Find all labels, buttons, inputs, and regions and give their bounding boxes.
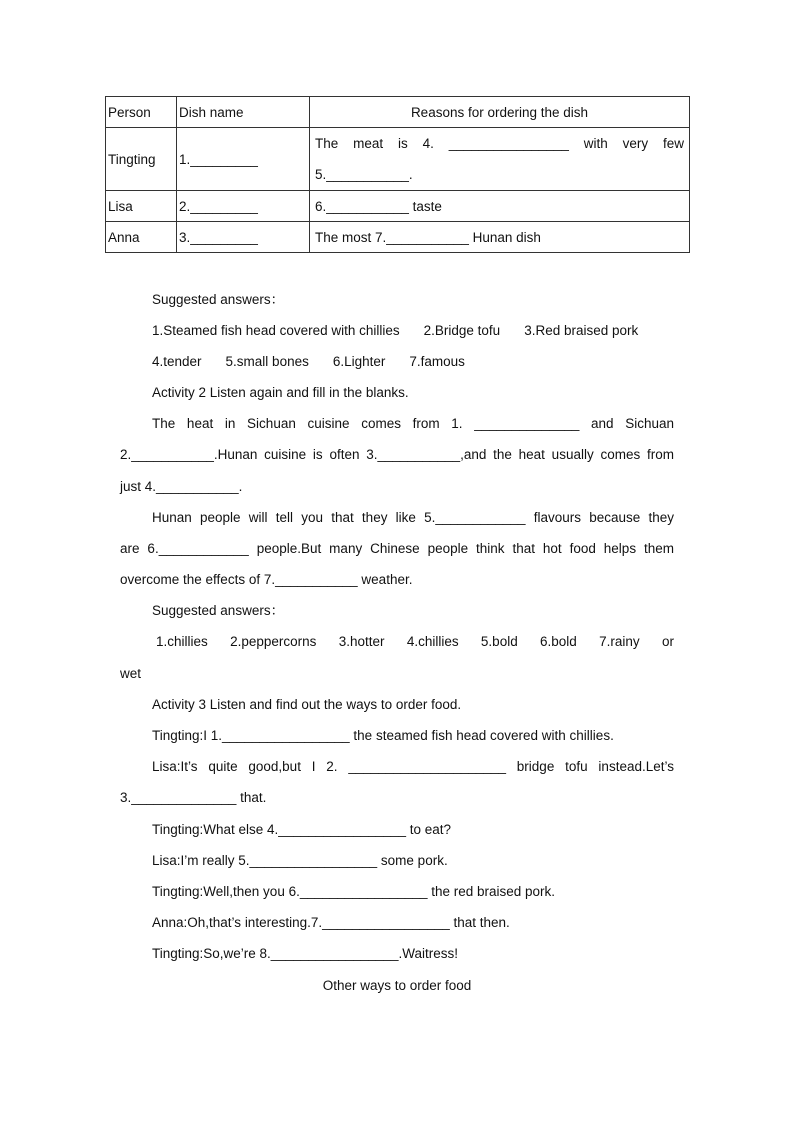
answers-line (152, 321, 638, 341)
dialogue-line: Anna:Oh,that’s interesting.7._________________ that then. (152, 915, 510, 930)
paragraph-line: are 6.____________ people.But many Chinese people think that hot food helps them (120, 541, 674, 556)
cell-dish: 1._________ (177, 128, 310, 191)
activity-3-title: Activity 3 Listen and find out the ways to order food. (152, 697, 462, 712)
header-reasons: Reasons for ordering the dish (310, 97, 690, 128)
paragraph-line: 2.___________.Hunan cuisine is often 3.___________,and the heat usually comes from (120, 447, 674, 462)
answers-line: wet (120, 666, 142, 681)
dialogue-line: Tingting:I 1._________________ the steamed fish head covered with chillies. (152, 728, 614, 743)
cell-reason: 6.___________ taste (310, 191, 690, 222)
dialogue-line: Lisa:It’s quite good,but I 2. _____________________ bridge tofu instead.Let’s (152, 759, 674, 774)
paragraph-line: overcome the effects of 7.___________ weather. (120, 572, 413, 587)
answer-item: 4.tender (152, 354, 202, 369)
answers-line: 1.chillies 2.peppercorns 3.hotter 4.chillies 5.bold 6.bold 7.rainy or (156, 634, 674, 649)
header-dish-name: Dish name (177, 97, 310, 128)
cell-reason: The meat is 4. ________________ with very few 5.___________. (310, 128, 690, 191)
section-footer-title: Other ways to order food (322, 978, 472, 993)
answers-line (152, 352, 465, 372)
answer-item: 5.small bones (225, 354, 309, 369)
paragraph-line: Hunan people will tell you that they like 5.____________ flavours because they (152, 510, 674, 525)
dialogue-line: Tingting:Well,then you 6._________________ the red braised pork. (152, 884, 556, 899)
cell-dish: 3._________ (177, 222, 310, 253)
answer-item: 2.Bridge tofu (423, 323, 501, 338)
suggested-answers-heading: Suggested answers： (152, 292, 285, 307)
dialogue-line: 3.______________ that. (120, 790, 267, 805)
cell-person: Anna (106, 222, 177, 253)
dish-order-table (105, 96, 690, 253)
activity-2-title: Activity 2 Listen again and fill in the blanks. (152, 385, 409, 400)
answer-item: 1.Steamed fish head covered with chillies (152, 323, 400, 338)
cell-reason: The most 7.___________ Hunan dish (310, 222, 690, 253)
table-header-row (106, 97, 690, 128)
cell-person: Lisa (106, 191, 177, 222)
answer-item: 6.Lighter (332, 354, 386, 369)
header-person: Person (106, 97, 177, 128)
table-row (106, 191, 690, 222)
paragraph-line: just 4.___________. (120, 479, 243, 494)
answer-item: 3.Red braised pork (524, 323, 639, 338)
table-row (106, 128, 690, 191)
dialogue-line: Lisa:I’m really 5._________________ some pork. (152, 853, 448, 868)
answer-item: 7.famous (409, 354, 465, 369)
dialogue-line: Tingting:What else 4._________________ to eat? (152, 822, 451, 837)
paragraph-line: The heat in Sichuan cuisine comes from 1. ______________ and Sichuan (152, 416, 674, 431)
dialogue-line: Tingting:So,we’re 8._________________.Waitress! (152, 946, 458, 961)
cell-person: Tingting (106, 128, 177, 191)
table-row (106, 222, 690, 253)
cell-dish: 2._________ (177, 191, 310, 222)
suggested-answers-heading: Suggested answers： (152, 603, 285, 618)
